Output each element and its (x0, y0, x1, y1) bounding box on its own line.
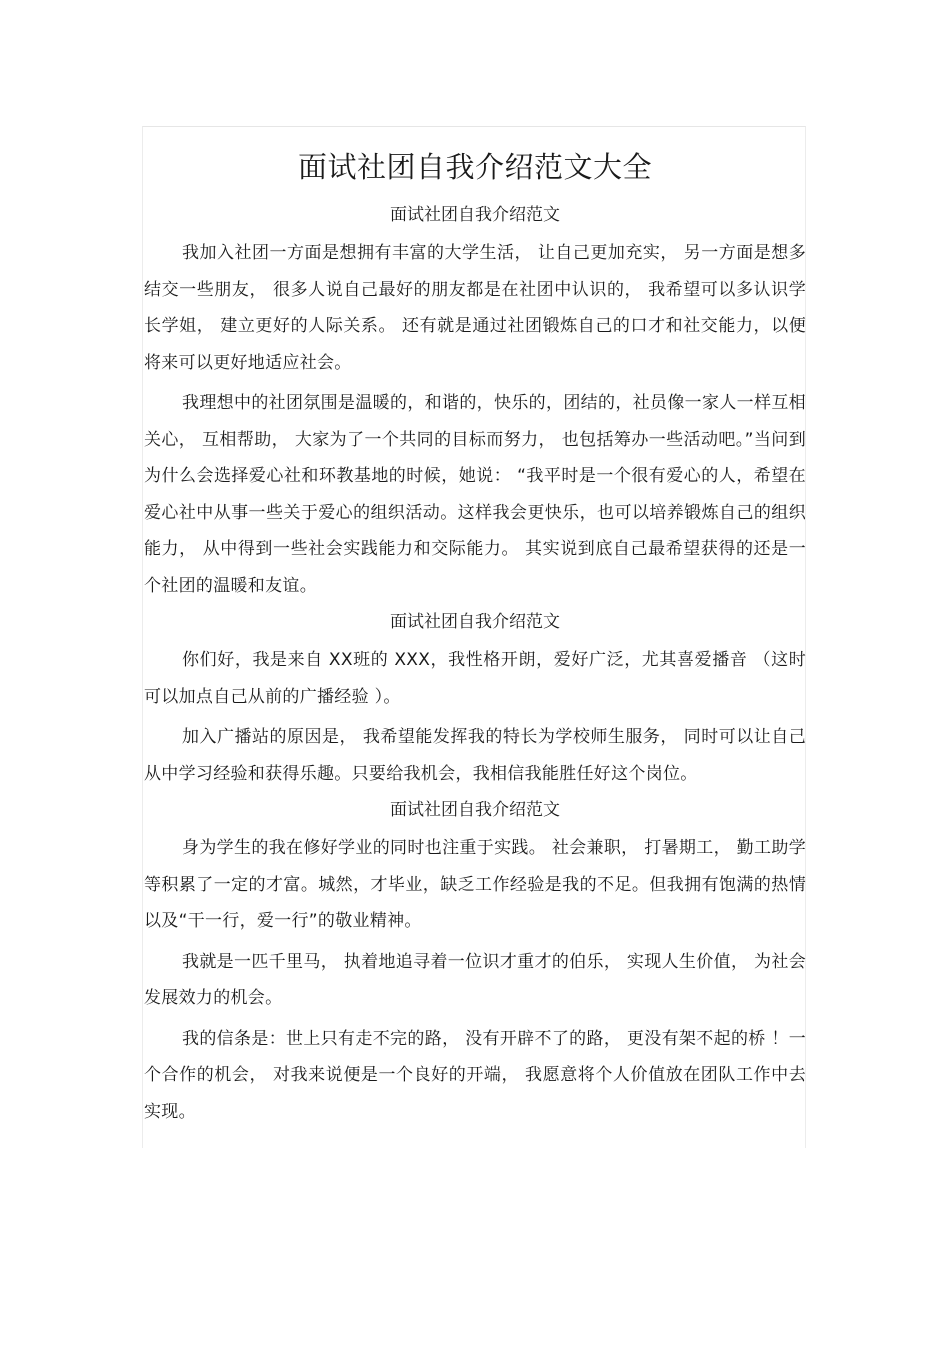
paragraph: 加入广播站的原因是， 我希望能发挥我的特长为学校师生服务， 同时可以让自己从中学习经验和获得乐趣。只要给我机会，我相信我能胜任好这个岗位。 (144, 727, 806, 784)
section-2 (144, 608, 806, 792)
paragraph: 我加入社团一方面是想拥有丰富的大学生活， 让自己更加充实， 另一方面是想多结交一些朋友， 很多人说自己最好的朋友都是在社团中认识的， 我希望可以多认识学长学姐， 建立更好的人际关系。 还有就是通过社团锻炼自己的口才和社交能力，以便将来可以更好地适应社会。 (144, 243, 806, 373)
section-heading: 面试社团自我介绍范文 (390, 612, 560, 632)
section-1 (144, 201, 806, 604)
paragraph: 我就是一匹千里马， 执着地追寻着一位识才重才的伯乐， 实现人生价值， 为社会发展效力的机会。 (144, 951, 806, 1008)
document-body (144, 140, 806, 1134)
section-heading: 面试社团自我介绍范文 (390, 800, 560, 820)
paragraph: 我理想中的社团氛围是温暖的，和谐的，快乐的，团结的，社员像一家人一样互相关心， 互相帮助， 大家为了一个共同的目标而努力， 也包括筹办一些活动吧。”当问到为什么会选择爱心社和环教基地的时候，她说： “我平时是一个很有爱心的人，希望在爱心社中从事一些关于爱心的组织活动。这样我会更快乐，也可以培养锻炼自己的组织能力， 从中得到一些社会实践能力和交际能力。 其实说到底自己最希望获得的还是一个社团的温暖和友谊。 (144, 393, 806, 596)
paragraph: 我的信条是：世上只有走不完的路， 没有开辟不了的路， 更没有架不起的桥 ！一个合作的机会， 对我来说便是一个良好的开端， 我愿意将个人价值放在团队工作中去实现。 (144, 1028, 806, 1122)
paragraph: 身为学生的我在修好学业的同时也注重于实践。 社会兼职， 打暑期工， 勤工助学等积累了一定的才富。城然，才毕业，缺乏工作经验是我的不足。但我拥有饱满的热情以及“干一行，爱一行”的敬业精神。 (144, 838, 806, 931)
document-title: 面试社团自我介绍范文大全 (297, 150, 652, 184)
paragraph: 你们好，我是来自 XX班的 XXX，我性格开朗，爱好广泛，尤其喜爱播音 （这时可以加点自己从前的广播经验 ）。 (144, 650, 806, 707)
section-3 (144, 796, 806, 1130)
section-heading: 面试社团自我介绍范文 (390, 205, 560, 225)
